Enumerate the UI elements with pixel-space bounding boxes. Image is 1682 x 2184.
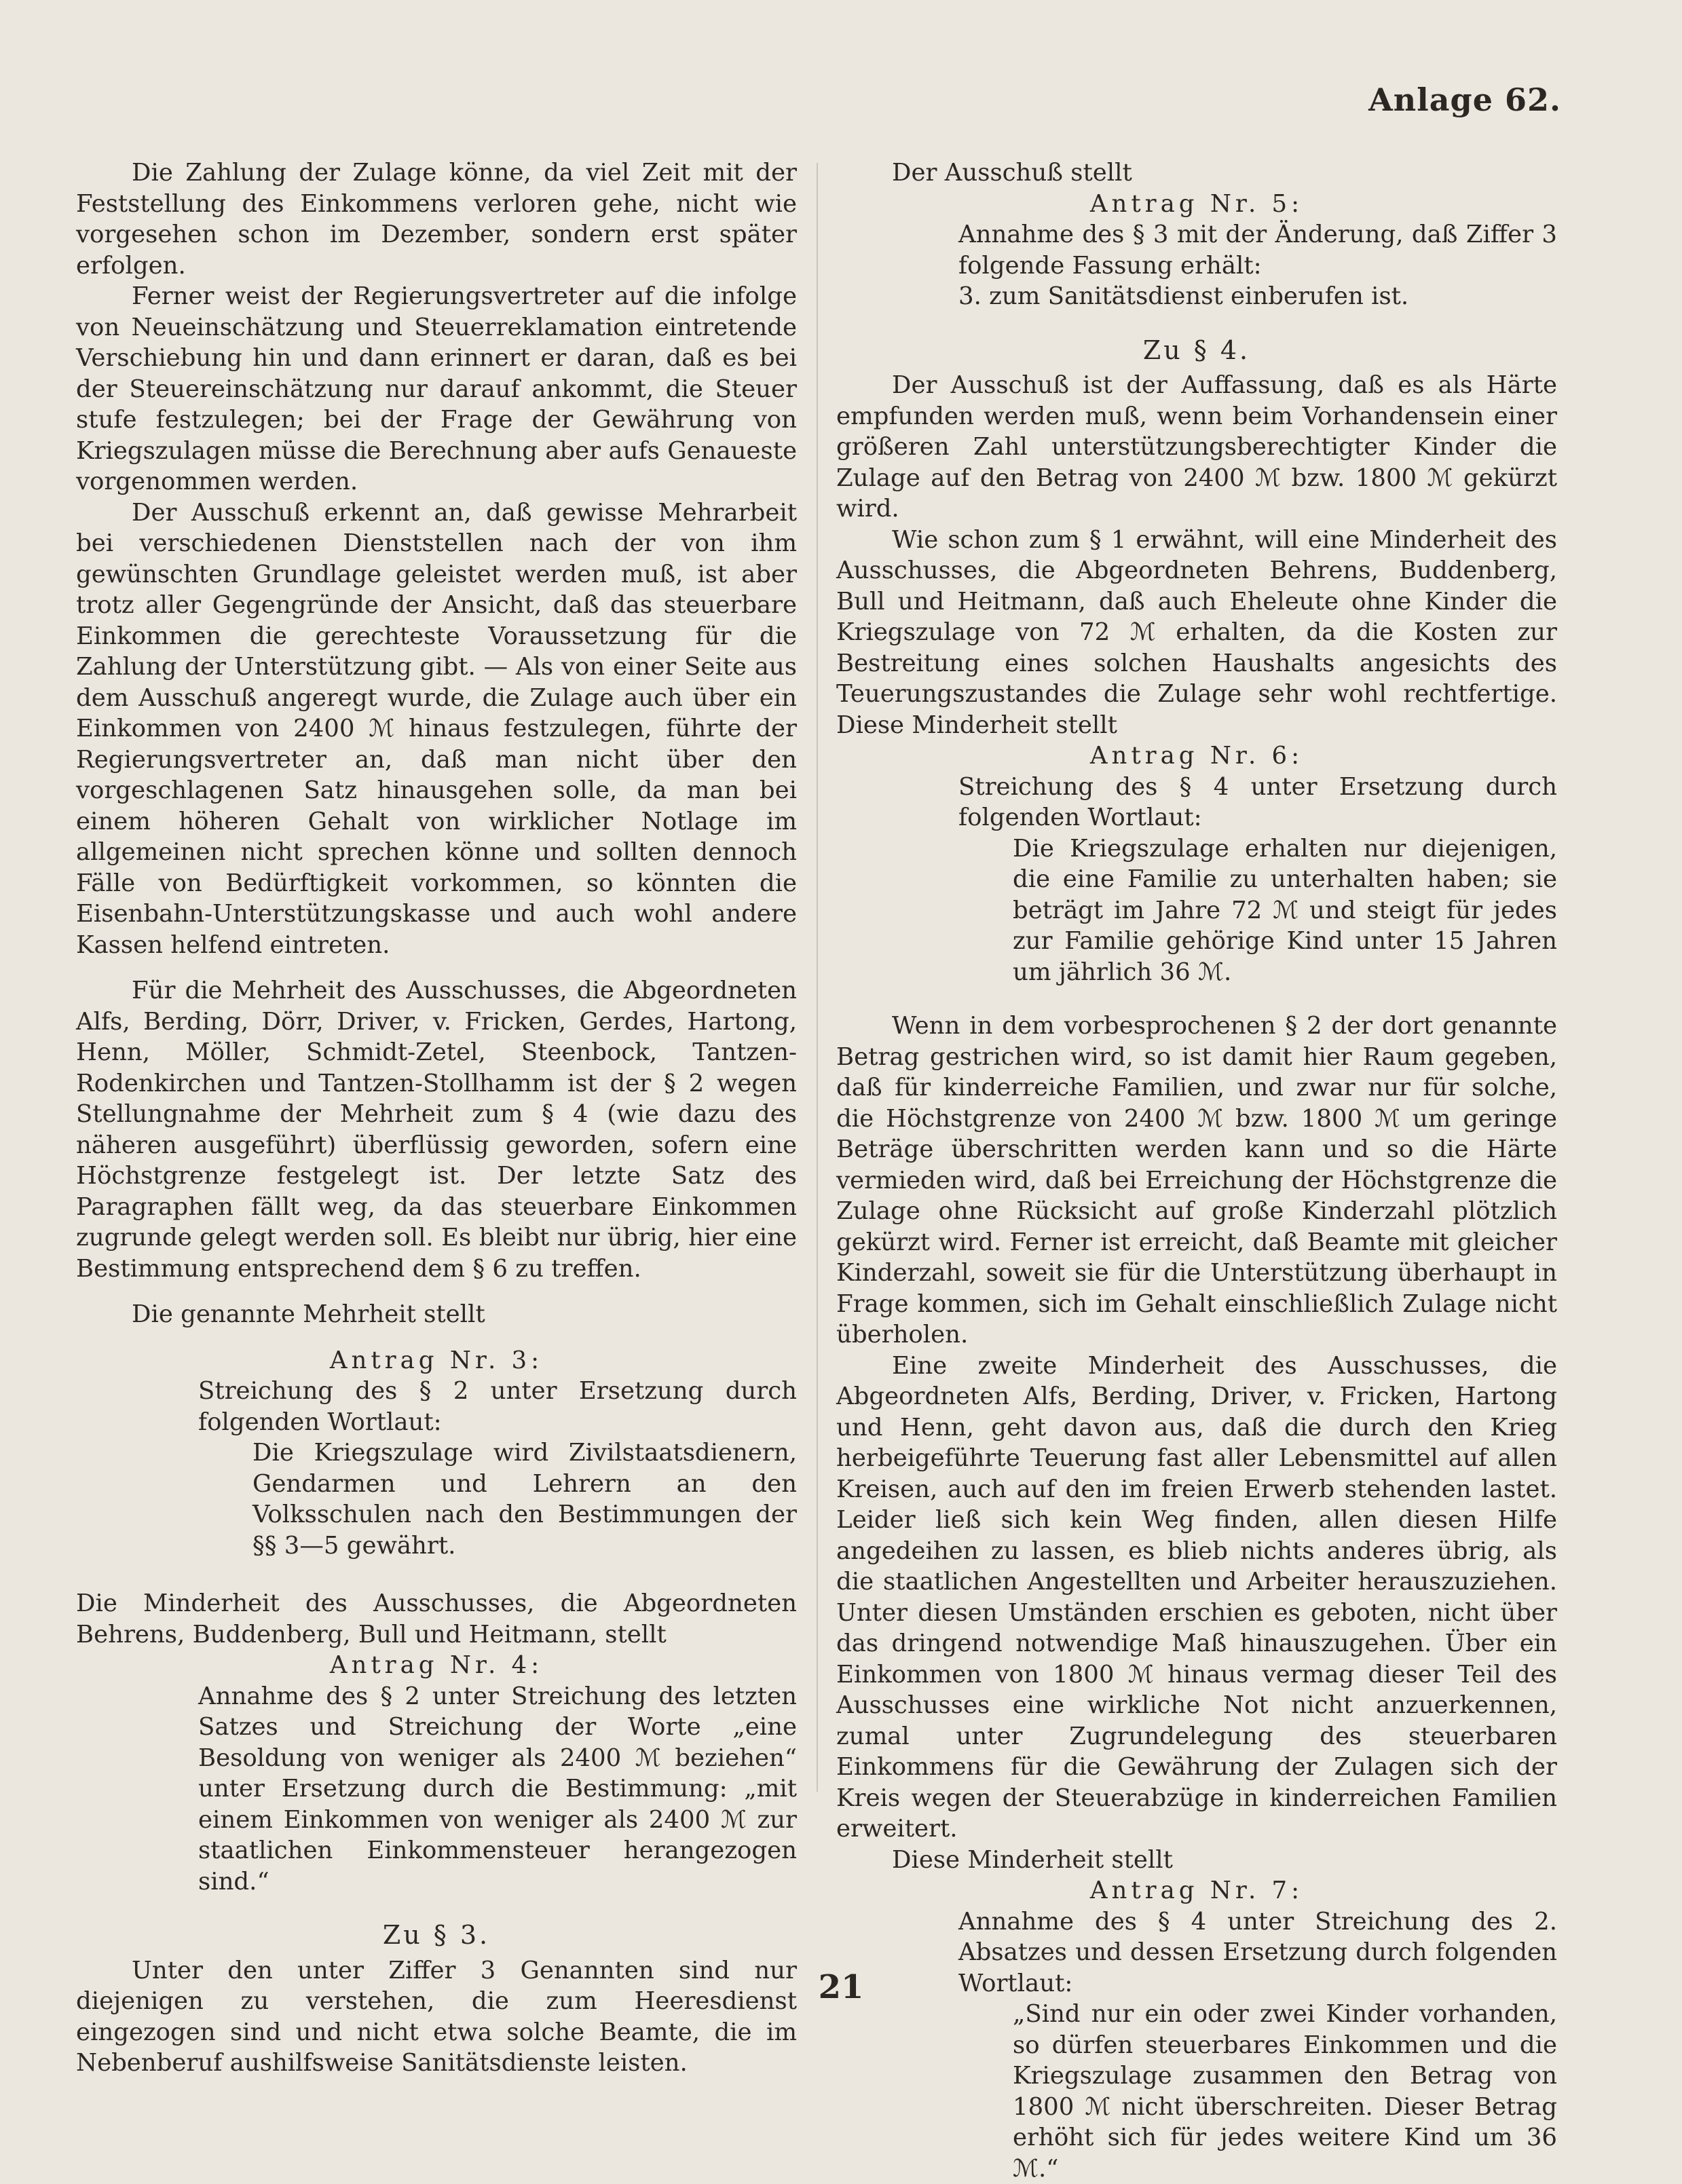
motion-text: Annahme des § 3 mit der Änderung, daß Ziffer 3 folgende Fassung erhält: <box>958 221 1557 280</box>
motion-quote <box>836 1999 1557 2184</box>
motion-text: Annahme des § 4 unter Streichung des 2. Absatzes und dessen Ersetzung durch folgenden Wortlaut: <box>958 1907 1557 1997</box>
motion-quote <box>836 833 1557 988</box>
column-divider <box>817 163 818 1792</box>
paragraph: Ferner weist der Regierungsvertreter auf die infolge von Neueinschätzung und Steuerreklamation eintretende Verschiebung hin und dann erinnert er daran, daß es bei der Steuereinschätzung nur darauf ankommt, die Steuer stufe festzulegen; bei der Frage der Gewährung von Kriegszulagen müsse die Berechnung aber aufs Genaueste vorgenommen werden. <box>76 282 797 495</box>
motion-text: Annahme des § 2 unter Streichung des letzten Satzes und Streichung der Worte „eine Besoldung von weniger als 2400 ℳ beziehen“ unter Ersetzung durch die Bestimmung: „mit einem Einkommen von weniger als 2400 ℳ zur staatlichen Einkommensteuer herangezogen sind.“ <box>198 1682 797 1896</box>
motion-quote-text: Die Kriegszulage wird Zivilstaatsdienern, Gendarmen und Lehrern an den Volksschulen nach den Bestimmungen der §§ 3—5 gewährt. <box>253 1439 797 1560</box>
page-number: 21 <box>818 1968 864 2006</box>
motion-text: Streichung des § 2 unter Ersetzung durch folgenden Wortlaut: <box>198 1377 797 1436</box>
motion-body <box>836 772 1557 833</box>
motion-quote-text: Die Kriegszulage erhalten nur diejenigen, die eine Familie zu unterhalten haben; sie beträgt im Jahre 72 ℳ und steigt für jedes zur Familie gehörige Kind unter 15 Jahren um jährlich 36 ℳ. <box>1013 834 1557 986</box>
motion-body <box>836 219 1557 312</box>
paragraph: Die Minderheit des Ausschusses, die Abgeordneten Behrens, Buddenberg, Bull und Heitmann, stellt <box>76 1589 797 1649</box>
paragraph: Unter den unter Ziffer 3 Genannten sind nur diejenigen zu verstehen, die zum Heeresdienst eingezogen sind und nicht etwa solche Beamte, die im Nebenberuf aushilfsweise Sanitätsdienste leisten. <box>76 1956 797 2077</box>
annex-label: Anlage 62. <box>1368 81 1561 118</box>
section-heading: Zu § 4. <box>1142 335 1251 365</box>
paragraph: Der Ausschuß erkennt an, daß gewisse Mehrarbeit bei verschiedenen Dienststellen nach der von ihm gewünschten Grundlage geleistet werden muß, ist aber trotz aller Gegengründe der Ansicht, daß das steuerbare Einkommen die gerechteste Voraussetzung für die Zahlung der Unterstützung gibt. — Als von einer Seite aus dem Ausschuß angeregt wurde, die Zulage auch über ein Einkommen von 2400 ℳ hinaus festzulegen, führte der Regierungsvertreter an, daß man nicht über den vorgeschlagenen Satz hinausgehen solle, da man bei einem höheren Gehalt von wirklicher Notlage im allgemeinen nicht sprechen könne und sollten dennoch Fälle von Bedürftigkeit vorkommen, so könnten die Eisenbahn-Unterstützungskasse und auch wohl andere Kassen helfend eintreten. <box>76 498 797 959</box>
right-column <box>836 157 1557 2184</box>
motion-heading: Antrag Nr. 4: <box>329 1651 544 1679</box>
paragraph: Für die Mehrheit des Ausschusses, die Abgeordneten Alfs, Berding, Dörr, Driver, v. Fricken, Gerdes, Hartong, Henn, Möller, Schmidt-Zetel, Steenbock, Tantzen-Rodenkirchen und Tantzen-Stollhamm ist der § 2 wegen Stellungnahme der Mehrheit zum § 4 (wie dazu des näheren ausgeführt) überflüssig geworden, sofern eine Höchstgrenze festgelegt ist. Der letzte Satz des Paragraphen fällt weg, da das steuerbare Einkommen zugrunde gelegt werden soll. Es bleibt nur übrig, hier eine Bestimmung entsprechend dem § 6 zu treffen. <box>76 977 797 1283</box>
paragraph: Der Ausschuß ist der Auffassung, daß es als Härte empfunden werden muß, wenn beim Vorhandensein einer größeren Zahl unterstützungsberechtigter Kinder die Zulage auf den Betrag von 2400 ℳ bzw. 1800 ℳ gekürzt wird. <box>836 371 1557 523</box>
motion-body <box>76 1681 797 1898</box>
paragraph: Diese Minderheit stellt <box>892 1845 1173 1874</box>
motion-heading: Antrag Nr. 3: <box>329 1346 544 1374</box>
motion-quote-text: „Sind nur ein oder zwei Kinder vorhanden, so dürfen steuerbares Einkommen und die Kriegszulage zusammen den Betrag von 1800 ℳ nicht überschreiten. Dieser Betrag erhöht sich für jedes weitere Kind um 36 ℳ.“ <box>1013 2000 1557 2183</box>
paragraph: Wie schon zum § 1 erwähnt, will eine Minderheit des Ausschusses, die Abgeordneten Behrens, Buddenberg, Bull und Heitmann, daß auch Eheleute ohne Kinder die Kriegszulage von 72 ℳ erhalten, da die Kosten zur Bestreitung eines solchen Haushalts angesichts des Teuerungszustandes die Zulage sehr wohl rechtfertige. Diese Minderheit stellt <box>836 525 1557 739</box>
motion-text: Streichung des § 4 unter Ersetzung durch folgenden Wortlaut: <box>958 772 1557 831</box>
motion-heading: Antrag Nr. 6: <box>1089 742 1304 770</box>
paragraph: Die Zahlung der Zulage könne, da viel Zeit mit der Feststellung des Einkommens verloren gehe, nicht wie vorgesehen schon im Dezember, sondern erst später erfolgen. <box>76 159 797 280</box>
left-column <box>76 157 797 2079</box>
motion-body <box>76 1376 797 1437</box>
paragraph: Wenn in dem vorbesprochenen § 2 der dort genannte Betrag gestrichen wird, so ist damit hier Raum gegeben, daß für kinderreiche Familien, und zwar nur für solche, die Höchstgrenze von 2400 ℳ bzw. 1800 ℳ um geringe Beträge überschritten werden kann und so die Härte vermieden wird, daß bei Erreichung der Höchstgrenze die Zulage ohne Rücksicht auf große Kinderzahl plötzlich gekürzt wird. Ferner ist erreicht, daß Beamte mit gleicher Kinderzahl, soweit sie für die Unterstützung überhaupt in Frage kommen, sich im Gehalt einschließlich Zulage nicht überholen. <box>836 1012 1557 1349</box>
motion-item: 3. zum Sanitätsdienst einberufen ist. <box>958 282 1409 310</box>
paragraph: Die genannte Mehrheit stellt <box>132 1300 485 1328</box>
motion-heading: Antrag Nr. 5: <box>1089 189 1304 218</box>
paragraph: Der Ausschuß stellt <box>892 159 1132 187</box>
paragraph: Eine zweite Minderheit des Ausschusses, die Abgeordneten Alfs, Berding, Driver, v. Fricken, Hartong und Henn, geht davon aus, daß die durch den Krieg herbeigeführte Teuerung fast aller Lebensmittel auf allen Kreisen, auch auf den im freien Erwerb stehenden lastet. Leider ließ sich kein Weg finden, allen diesen Hilfe angedeihen zu lassen, es blieb nichts anderes übrig, als die staatlichen Angestellten und Arbeiter herauszuziehen. Unter diesen Umständen erschien es geboten, nicht über das dringend notwendige Maß hinauszugehen. Über ein Einkommen von 1800 ℳ hinaus vermag dieser Teil des Ausschusses eine wirkliche Not nicht anzuerkennen, zumal unter Zugrundelegung des steuerbaren Einkommens für die Gewährung der Zulagen sich der Kreis wegen der Steuerabzüge in kinderreichen Familien erweitert. <box>836 1351 1557 1843</box>
section-heading: Zu § 3. <box>382 1920 491 1950</box>
motion-quote <box>76 1437 797 1561</box>
motion-heading: Antrag Nr. 7: <box>1089 1877 1304 1904</box>
